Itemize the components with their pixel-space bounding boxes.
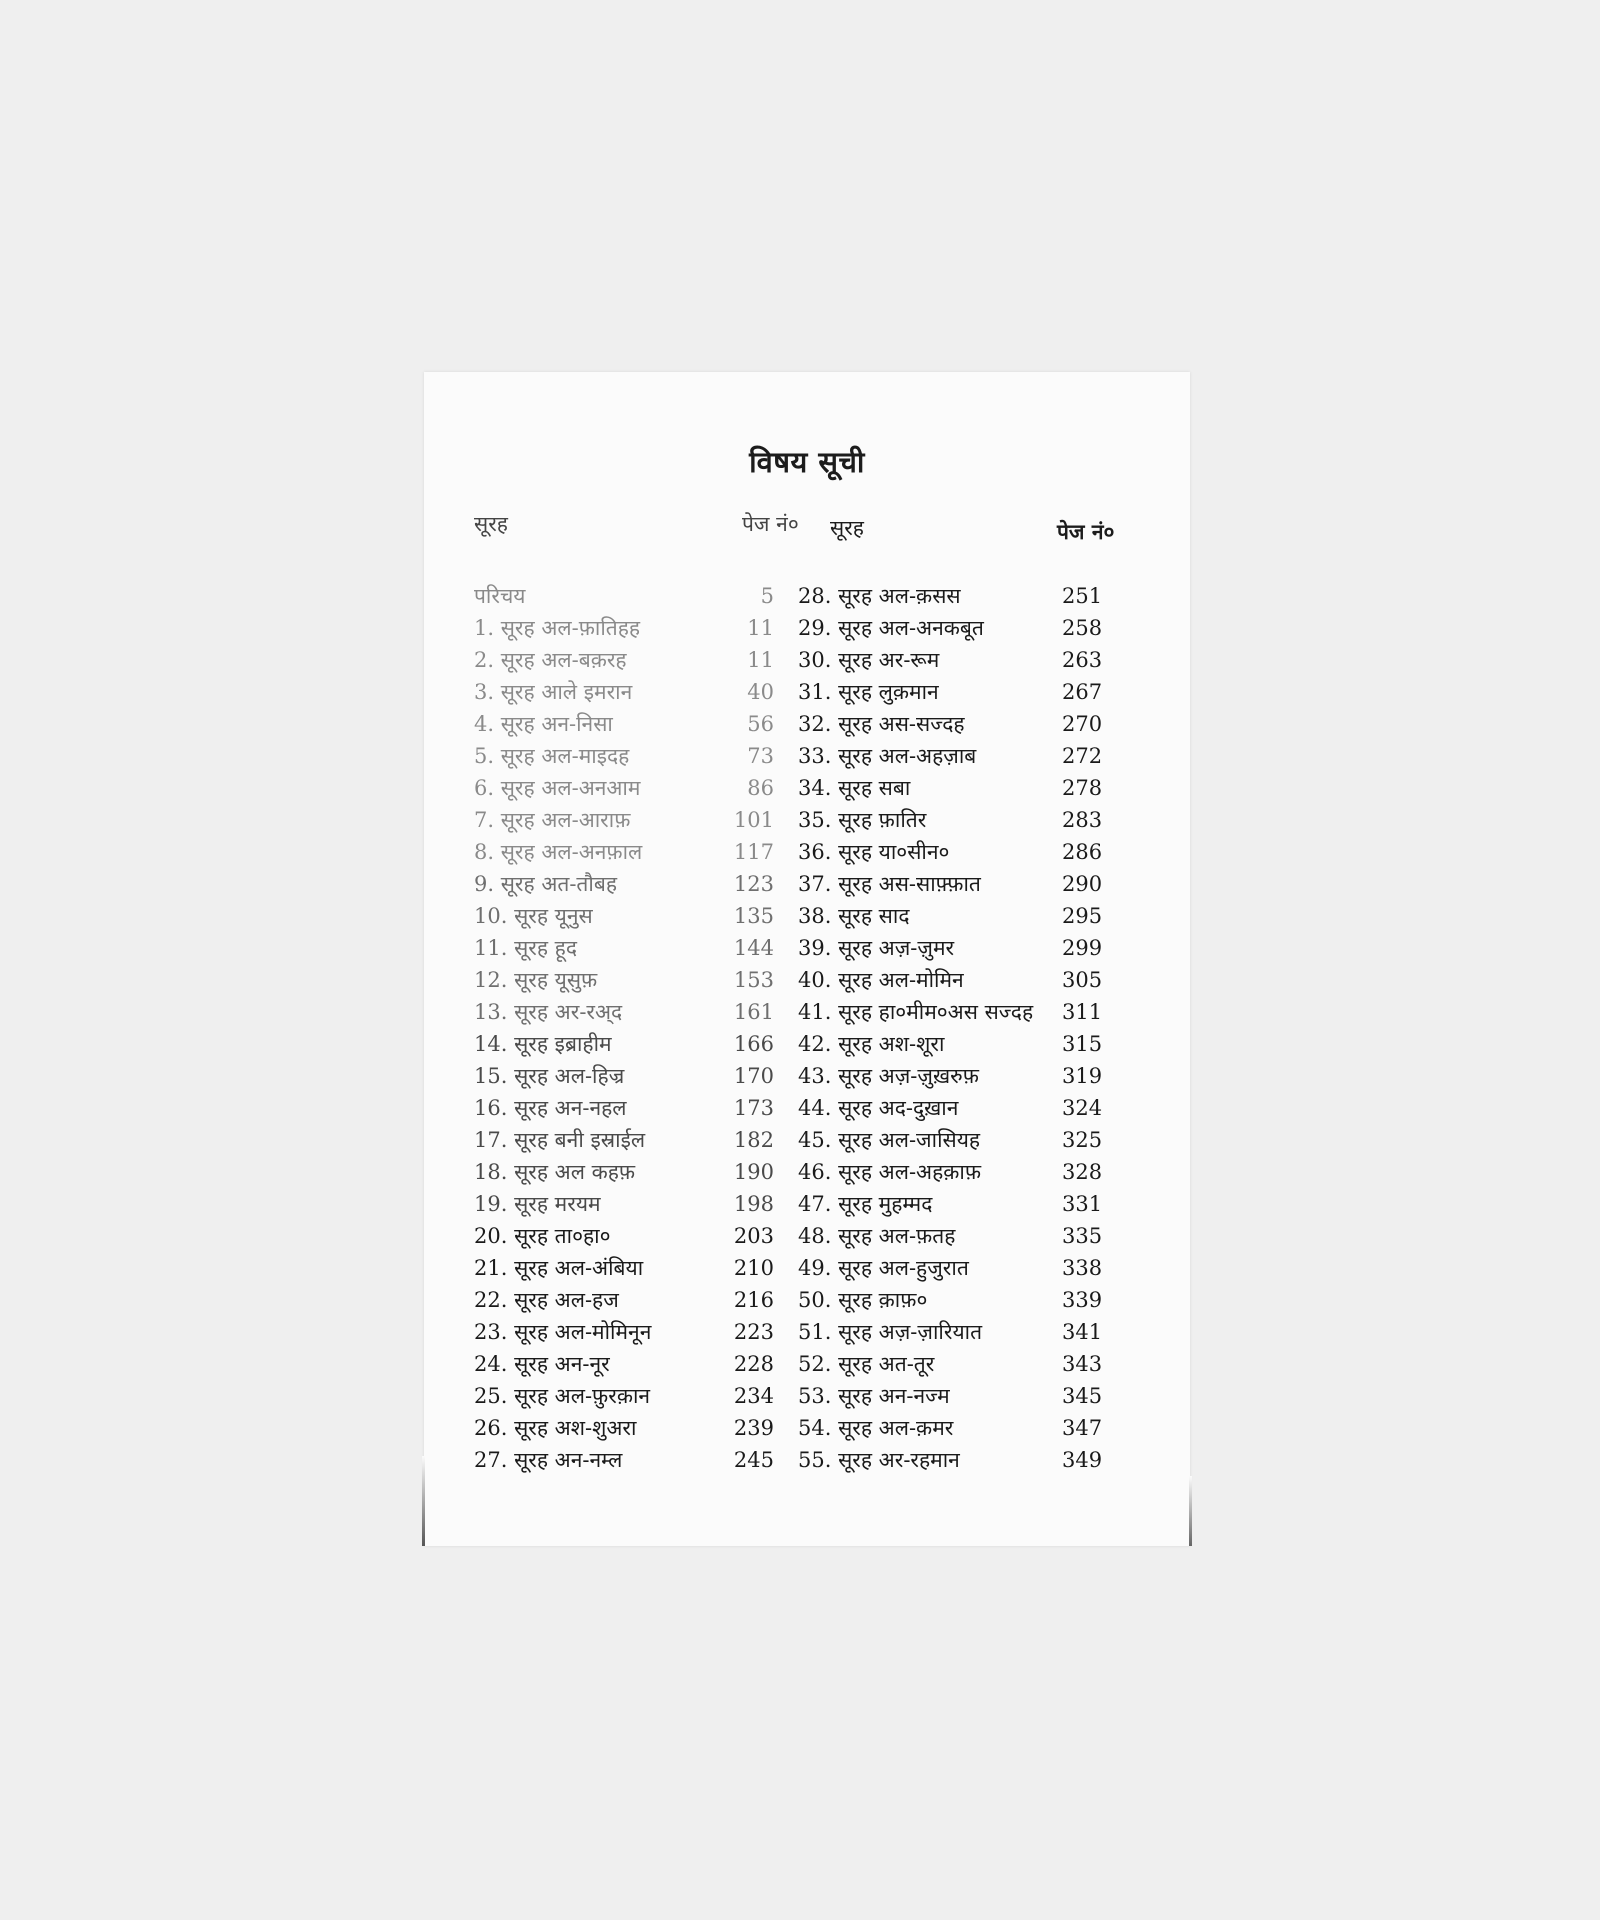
toc-entry-page-number: 295 bbox=[1062, 904, 1103, 928]
toc-entry bbox=[798, 1092, 1158, 1124]
toc-entry-page-number: 11 bbox=[747, 648, 774, 672]
toc-entry-page-number: 263 bbox=[1062, 648, 1103, 672]
toc-entry-title: 19. सूरह मरयम bbox=[474, 1192, 601, 1216]
toc-entry-page-number: 349 bbox=[1062, 1448, 1103, 1472]
toc-entry bbox=[798, 1124, 1158, 1156]
toc-entry-title: 16. सूरह अन-नहल bbox=[474, 1096, 627, 1120]
document-page bbox=[424, 372, 1190, 1546]
toc-entry-title: 13. सूरह अर-रअ्द bbox=[474, 1000, 623, 1024]
toc-entry-title: 42. सूरह अश-शूरा bbox=[798, 1032, 945, 1056]
toc-entry-page-number: 40 bbox=[747, 680, 774, 704]
toc-entry-title: 38. सूरह साद bbox=[798, 904, 910, 928]
header-right-surah: सूरह bbox=[830, 516, 864, 540]
toc-entry bbox=[474, 1412, 774, 1444]
toc-entry-title: 33. सूरह अल-अहज़ाब bbox=[798, 744, 977, 768]
toc-entry bbox=[474, 1284, 774, 1316]
toc-entry-title: 4. सूरह अन-निसा bbox=[474, 712, 613, 736]
toc-entry-page-number: 11 bbox=[747, 616, 774, 640]
toc-entry-page-number: 216 bbox=[733, 1288, 774, 1312]
toc-entry bbox=[798, 964, 1158, 996]
toc-entry-page-number: 56 bbox=[747, 712, 774, 736]
toc-entry bbox=[798, 996, 1158, 1028]
toc-entry-title: 9. सूरह अत-तौबह bbox=[474, 872, 617, 896]
toc-entry-title: 31. सूरह लुक़मान bbox=[798, 680, 939, 704]
toc-entry bbox=[474, 676, 774, 708]
toc-right-column bbox=[798, 580, 1158, 1476]
toc-entry-title: 29. सूरह अल-अनकबूत bbox=[798, 616, 984, 640]
toc-entry bbox=[474, 740, 774, 772]
header-left-page: पेज नं० bbox=[742, 512, 799, 536]
toc-entry-page-number: 347 bbox=[1062, 1416, 1103, 1440]
toc-entry-page-number: 328 bbox=[1062, 1160, 1103, 1184]
toc-entry-page-number: 270 bbox=[1062, 712, 1103, 736]
toc-entry-page-number: 161 bbox=[733, 1000, 774, 1024]
toc-entry bbox=[474, 932, 774, 964]
toc-entry-page-number: 325 bbox=[1062, 1128, 1103, 1152]
toc-entry bbox=[474, 868, 774, 900]
toc-entry bbox=[798, 676, 1158, 708]
toc-entry bbox=[474, 612, 774, 644]
toc-entry bbox=[798, 1348, 1158, 1380]
toc-entry-page-number: 305 bbox=[1062, 968, 1103, 992]
toc-entry bbox=[474, 996, 774, 1028]
toc-entry-title: 30. सूरह अर-रूम bbox=[798, 648, 940, 672]
toc-entry-title: 2. सूरह अल-बक़रह bbox=[474, 648, 627, 672]
toc-entry-title: 46. सूरह अल-अहक़ाफ़ bbox=[798, 1160, 982, 1184]
toc-entry bbox=[474, 1316, 774, 1348]
toc-entry-page-number: 338 bbox=[1062, 1256, 1103, 1280]
toc-entry-page-number: 283 bbox=[1062, 808, 1103, 832]
toc-entry-page-number: 234 bbox=[733, 1384, 774, 1408]
header-left-surah: सूरह bbox=[474, 512, 508, 536]
toc-entry bbox=[474, 1348, 774, 1380]
toc-entry bbox=[474, 1124, 774, 1156]
toc-entry bbox=[474, 708, 774, 740]
header-right-page: पेज नं० bbox=[1057, 519, 1115, 544]
toc-entry-title: 34. सूरह सबा bbox=[798, 776, 911, 800]
toc-entry-title: 20. सूरह ता०हा० bbox=[474, 1224, 611, 1248]
toc-entry bbox=[798, 1028, 1158, 1060]
toc-entry-page-number: 173 bbox=[733, 1096, 774, 1120]
toc-entry-title: 37. सूरह अस-साफ़्फ़ात bbox=[798, 872, 981, 896]
toc-entry bbox=[798, 708, 1158, 740]
toc-entry bbox=[798, 612, 1158, 644]
toc-entry-title: परिचय bbox=[474, 584, 526, 608]
toc-entry-title: 53. सूरह अन-नज्म bbox=[798, 1384, 950, 1408]
toc-entry bbox=[798, 1188, 1158, 1220]
toc-entry-page-number: 86 bbox=[747, 776, 774, 800]
toc-entry bbox=[798, 580, 1158, 612]
toc-entry-title: 15. सूरह अल-हिज्र bbox=[474, 1064, 625, 1088]
toc-entry-title: 18. सूरह अल कहफ़ bbox=[474, 1160, 636, 1184]
toc-entry bbox=[798, 1220, 1158, 1252]
toc-entry-page-number: 343 bbox=[1062, 1352, 1103, 1376]
toc-entry-page-number: 245 bbox=[733, 1448, 774, 1472]
toc-entry bbox=[474, 1220, 774, 1252]
toc-entry bbox=[798, 740, 1158, 772]
toc-entry-title: 25. सूरह अल-फ़ुरक़ान bbox=[474, 1384, 651, 1408]
toc-entry-page-number: 190 bbox=[733, 1160, 774, 1184]
toc-entry-title: 8. सूरह अल-अनफ़ाल bbox=[474, 840, 643, 864]
toc-entry-page-number: 223 bbox=[733, 1320, 774, 1344]
toc-entry-page-number: 210 bbox=[733, 1256, 774, 1280]
toc-entry-title: 39. सूरह अज़-ज़ुमर bbox=[798, 936, 955, 960]
toc-entry-page-number: 315 bbox=[1062, 1032, 1103, 1056]
toc-entry bbox=[474, 804, 774, 836]
toc-entry bbox=[798, 868, 1158, 900]
toc-entry-title: 24. सूरह अन-नूर bbox=[474, 1352, 610, 1376]
toc-entry bbox=[798, 1252, 1158, 1284]
toc-entry-page-number: 239 bbox=[733, 1416, 774, 1440]
toc-entry-page-number: 299 bbox=[1062, 936, 1103, 960]
toc-entry-title: 36. सूरह या०सीन० bbox=[798, 840, 950, 864]
toc-entry-title: 6. सूरह अल-अनआम bbox=[474, 776, 641, 800]
toc-entry bbox=[798, 932, 1158, 964]
toc-entry bbox=[474, 964, 774, 996]
toc-entry bbox=[474, 1092, 774, 1124]
toc-entry bbox=[474, 1252, 774, 1284]
toc-entry-title: 7. सूरह अल-आराफ़ bbox=[474, 808, 631, 832]
toc-entry-title: 35. सूरह फ़ातिर bbox=[798, 808, 927, 832]
toc-entry-title: 28. सूरह अल-क़सस bbox=[798, 584, 961, 608]
toc-entry bbox=[798, 804, 1158, 836]
toc-entry bbox=[474, 772, 774, 804]
toc-entry-title: 51. सूरह अज़-ज़ारियात bbox=[798, 1320, 983, 1344]
toc-entry-title: 32. सूरह अस-सज्दह bbox=[798, 712, 965, 736]
toc-entry bbox=[798, 1284, 1158, 1316]
toc-entry-title: 22. सूरह अल-हज bbox=[474, 1288, 619, 1312]
toc-left-column bbox=[474, 580, 774, 1476]
toc-entry-title: 10. सूरह यूनुस bbox=[474, 904, 593, 928]
toc-entry-page-number: 335 bbox=[1062, 1224, 1103, 1248]
toc-entry bbox=[474, 1060, 774, 1092]
toc-entry-page-number: 319 bbox=[1062, 1064, 1103, 1088]
toc-entry-title: 5. सूरह अल-माइदह bbox=[474, 744, 630, 768]
toc-entry bbox=[474, 1188, 774, 1220]
toc-entry bbox=[798, 1444, 1158, 1476]
toc-entry bbox=[474, 900, 774, 932]
toc-entry-page-number: 278 bbox=[1062, 776, 1103, 800]
toc-entry-title: 3. सूरह आले इमरान bbox=[474, 680, 633, 704]
toc-entry-title: 45. सूरह अल-जासियह bbox=[798, 1128, 981, 1152]
toc-entry bbox=[798, 772, 1158, 804]
toc-entry-page-number: 117 bbox=[733, 840, 774, 864]
toc-entry-page-number: 101 bbox=[733, 808, 774, 832]
toc-entry-title: 50. सूरह क़ाफ़० bbox=[798, 1288, 928, 1312]
toc-entry bbox=[798, 900, 1158, 932]
toc-entry bbox=[798, 1316, 1158, 1348]
toc-entry-page-number: 123 bbox=[733, 872, 774, 896]
toc-entry-page-number: 198 bbox=[733, 1192, 774, 1216]
toc-entry-page-number: 345 bbox=[1062, 1384, 1103, 1408]
toc-entry bbox=[798, 644, 1158, 676]
toc-entry bbox=[474, 644, 774, 676]
toc-entry-page-number: 228 bbox=[733, 1352, 774, 1376]
toc-entry-title: 54. सूरह अल-क़मर bbox=[798, 1416, 954, 1440]
toc-entry-page-number: 182 bbox=[733, 1128, 774, 1152]
toc-entry-title: 49. सूरह अल-हुजुरात bbox=[798, 1256, 969, 1280]
toc-entry bbox=[474, 1380, 774, 1412]
toc-entry-page-number: 290 bbox=[1062, 872, 1103, 896]
toc-entry-title: 40. सूरह अल-मोमिन bbox=[798, 968, 964, 992]
toc-entry-page-number: 258 bbox=[1062, 616, 1103, 640]
toc-entry-page-number: 286 bbox=[1062, 840, 1103, 864]
toc-entry bbox=[798, 1060, 1158, 1092]
toc-entry-title: 27. सूरह अन-नम्ल bbox=[474, 1448, 623, 1472]
toc-entry-title: 43. सूरह अज़-ज़ुख़रुफ़ bbox=[798, 1064, 979, 1088]
toc-entry-title: 47. सूरह मुहम्मद bbox=[798, 1192, 933, 1216]
toc-entry-page-number: 5 bbox=[760, 584, 774, 608]
toc-entry-title: 55. सूरह अर-रहमान bbox=[798, 1448, 960, 1472]
toc-entry bbox=[474, 1028, 774, 1060]
toc-entry-title: 48. सूरह अल-फ़तह bbox=[798, 1224, 956, 1248]
toc-entry-title: 52. सूरह अत-तूर bbox=[798, 1352, 935, 1376]
toc-entry-title: 21. सूरह अल-अंबिया bbox=[474, 1256, 644, 1280]
toc-entry-title: 11. सूरह हूद bbox=[474, 936, 577, 960]
toc-entry-title: 26. सूरह अश-शुअरा bbox=[474, 1416, 637, 1440]
toc-entry-page-number: 324 bbox=[1062, 1096, 1103, 1120]
toc-entry-page-number: 166 bbox=[733, 1032, 774, 1056]
toc-entry-page-number: 339 bbox=[1062, 1288, 1103, 1312]
toc-entry-page-number: 170 bbox=[733, 1064, 774, 1088]
toc-entry-page-number: 341 bbox=[1062, 1320, 1103, 1344]
toc-entry-page-number: 272 bbox=[1062, 744, 1103, 768]
toc-entry bbox=[474, 580, 774, 612]
toc-entry-page-number: 251 bbox=[1062, 584, 1103, 608]
toc-entry bbox=[798, 1412, 1158, 1444]
toc-entry-page-number: 331 bbox=[1062, 1192, 1103, 1216]
toc-entry-title: 1. सूरह अल-फ़ातिहह bbox=[474, 616, 641, 640]
toc-entry bbox=[798, 1380, 1158, 1412]
toc-entry bbox=[798, 1156, 1158, 1188]
toc-entry-page-number: 135 bbox=[733, 904, 774, 928]
toc-entry-page-number: 144 bbox=[733, 936, 774, 960]
toc-entry-page-number: 311 bbox=[1062, 1000, 1103, 1024]
toc-entry-title: 17. सूरह बनी इस्राईल bbox=[474, 1128, 646, 1152]
toc-entry-page-number: 73 bbox=[747, 744, 774, 768]
toc-entry bbox=[474, 1444, 774, 1476]
toc-entry-title: 12. सूरह यूसुफ़ bbox=[474, 968, 598, 992]
toc-entry-title: 23. सूरह अल-मोमिनून bbox=[474, 1320, 652, 1344]
toc-entry-page-number: 267 bbox=[1062, 680, 1103, 704]
toc-entry bbox=[474, 1156, 774, 1188]
toc-entry bbox=[474, 836, 774, 868]
toc-entry-page-number: 203 bbox=[733, 1224, 774, 1248]
toc-entry-title: 14. सूरह इब्राहीम bbox=[474, 1032, 612, 1056]
page-title: विषय सूची bbox=[749, 445, 865, 479]
toc-entry bbox=[798, 836, 1158, 868]
toc-entry-page-number: 153 bbox=[733, 968, 774, 992]
toc-entry-title: 41. सूरह हा०मीम०अस सज्दह bbox=[798, 1000, 1034, 1024]
toc-entry-title: 44. सूरह अद-दुख़ान bbox=[798, 1096, 959, 1120]
